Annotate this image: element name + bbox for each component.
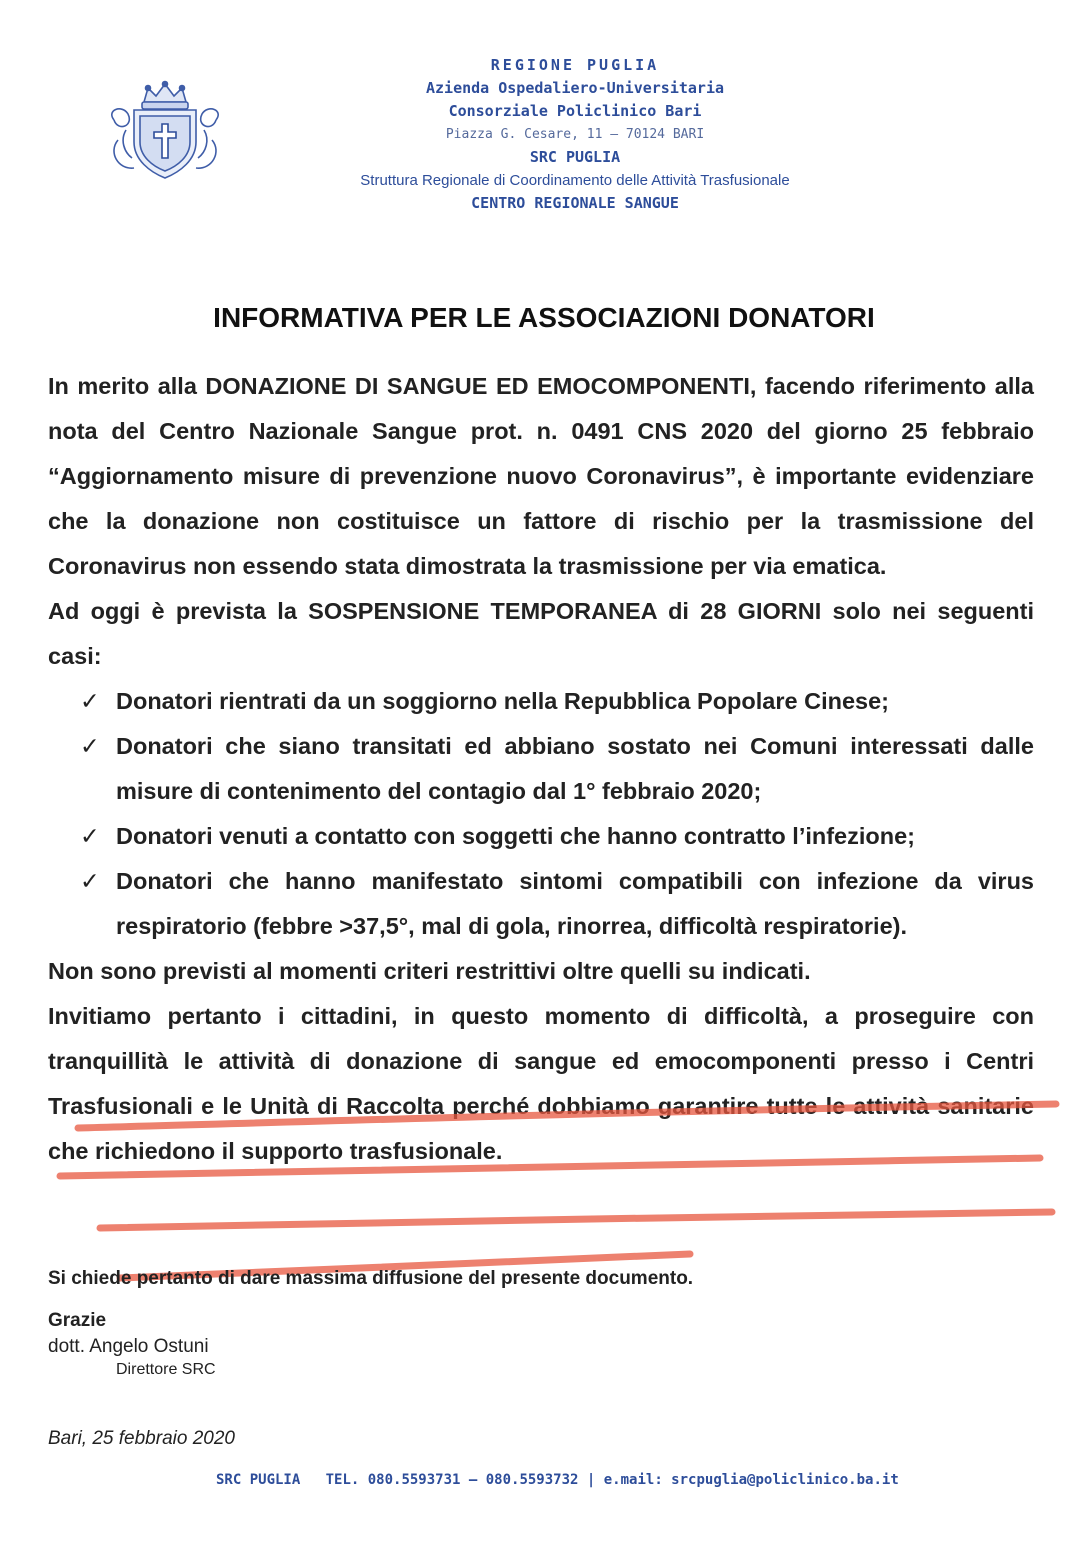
paragraph-intro: In merito alla DONAZIONE DI SANGUE ED EMOCOMPONENTI, facendo riferimento alla nota del Centro Nazionale Sangue prot. n. 0491 CNS 2020 del giorno 25 febbraio “Aggiornamento misure di prevenzione nuovo Coronavirus”, è importante evidenziare che la donazione non costituisce un fattore di rischio per la trasmissione del Coronavirus non essendo stata dimostrata la trasmissione per via ematica. [48,373,1034,579]
list-item [80,679,1034,724]
list-item-text: Donatori venuti a contatto con soggetti che hanno contratto l’infezione; [116,823,916,849]
coat-of-arms-logo [104,80,226,180]
header-centro: CENTRO REGIONALE SANGUE [471,194,679,212]
checkmark-icon: ✓ [80,868,100,894]
checkmark-icon: ✓ [80,688,100,714]
paragraph-suspension: Ad oggi è prevista la SOSPENSIONE TEMPORANEA di 28 GIORNI solo nei seguenti casi: [48,598,1034,669]
document-date: Bari, 25 febbraio 2020 [48,1428,235,1449]
diffusion-note: Si chiede pertanto di dare massima diffusione del presente documento. [48,1268,694,1289]
signer-name: dott. Angelo Ostuni [48,1336,209,1357]
closing-thanks: Grazie [48,1310,107,1331]
list-item [80,859,1034,949]
underline-mark [100,1212,1052,1228]
document-body [48,364,1034,1174]
footer-org: SRC PUGLIA [216,1472,301,1488]
letterhead [280,54,870,215]
checkmark-icon: ✓ [80,733,100,759]
document-title: INFORMATIVA PER LE ASSOCIAZIONI DONATORI [213,302,875,333]
list-item-text: Donatori che hanno manifestato sintomi compatibili con infezione da virus respiratorio (febbre >37,5°, mal di gola, rinorrea, difficoltà respiratorie). [116,868,1034,939]
header-struttura: Struttura Regionale di Coordinamento delle Attività Trasfusionale [360,172,790,189]
header-consorziale: Consorziale Policlinico Bari [448,102,702,120]
header-address: Piazza G. Cesare, 11 – 70124 BARI [445,127,705,142]
list-item [80,724,1034,814]
header-src: SRC PUGLIA [529,148,621,166]
signer-role: Direttore SRC [116,1361,216,1378]
header-azienda: Azienda Ospedaliero-Universitaria [425,79,724,97]
footer [216,1472,899,1488]
footer-contact: TEL. 080.5593731 – 080.5593732 | e.mail: srcpuglia@policlinico.ba.it [325,1472,899,1488]
paragraph-invitation: Invitiamo pertanto i cittadini, in questo momento di difficoltà, a proseguire con tranquillità le attività di donazione di sangue ed emocomponenti presso i Centri Trasfusionali e le Unità di Raccolta perché dobbiamo garantire tutte le attività sanitarie che richiedono il supporto trasfusionale. [48,1003,1034,1164]
list-item-text: Donatori rientrati da un soggiorno nella Repubblica Popolare Cinese; [116,688,889,714]
header-region: REGIONE PUGLIA [490,56,660,74]
list-item [80,814,1034,859]
paragraph-restrictions: Non sono previsti al momenti criteri restrittivi oltre quelli su indicati. [48,958,811,984]
checkmark-icon: ✓ [80,823,100,849]
suspension-cases-list [48,679,1034,949]
list-item-text: Donatori che siano transitati ed abbiano sostato nei Comuni interessati dalle misure di contenimento del contagio dal 1° febbraio 2020; [116,733,1034,804]
